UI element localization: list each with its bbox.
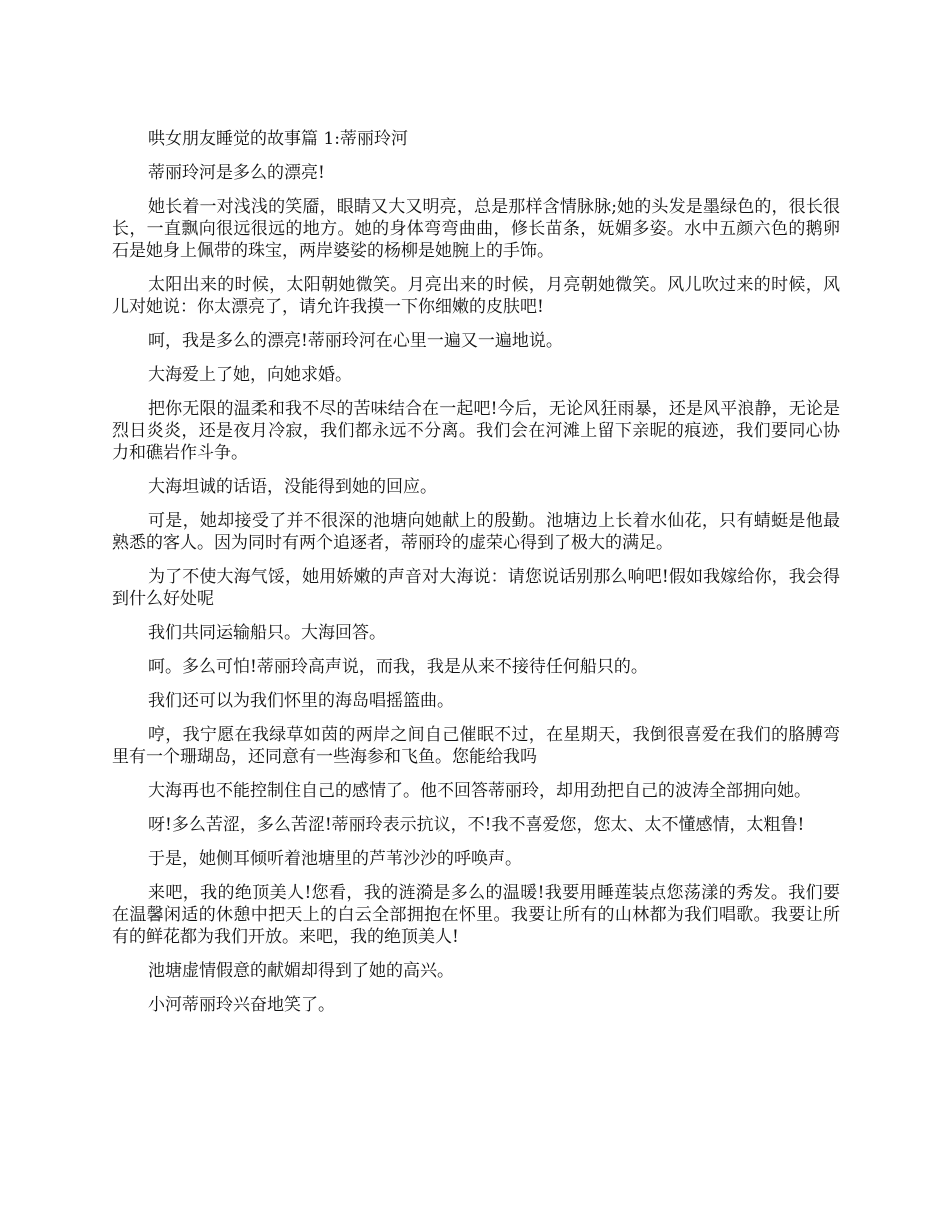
paragraph: 小河蒂丽玲兴奋地笑了。 — [148, 995, 335, 1015]
paragraph: 可是，她却接受了并不很深的池塘向她献上的殷勤。池塘边上长着水仙花，只有蜻蜓是他最熟悉的客人。因为同时有两个追逐者，蒂丽玲的虚荣心得到了极大的满足。 — [112, 511, 840, 553]
document-title: 哄女朋友睡觉的故事篇 1:蒂丽玲河 — [148, 129, 408, 149]
paragraph: 呵。多么可怕!蒂丽玲高声说，而我，我是从来不接待任何船只的。 — [148, 657, 648, 677]
paragraph: 蒂丽玲河是多么的漂亮! — [148, 163, 325, 183]
paragraph: 呵，我是多么的漂亮!蒂丽玲河在心里一遍又一遍地说。 — [148, 331, 563, 351]
document-body — [112, 128, 840, 1028]
paragraph: 于是，她侧耳倾听着池塘里的芦苇沙沙的呼唤声。 — [148, 849, 522, 869]
paragraph: 来吧，我的绝顶美人!您看，我的涟漪是多么的温暖!我要用睡莲装点您荡漾的秀发。我们要在温馨闲适的休憩中把天上的白云全部拥抱在怀里。我要让所有的山林都为我们唱歌。我要让所有的鲜花都为我们开放。来吧，我的绝顶美人! — [112, 883, 840, 947]
paragraph: 我们共同运输船只。大海回答。 — [148, 623, 386, 643]
paragraph: 呀!多么苦涩，多么苦涩!蒂丽玲表示抗议，不!我不喜爱您，您太、太不懂感情，太粗鲁! — [148, 815, 805, 835]
paragraph: 把你无限的温柔和我不尽的苦味结合在一起吧!今后，无论风狂雨暴，还是风平浪静，无论是烈日炎炎，还是夜月冷寂，我们都永远不分离。我们会在河滩上留下亲昵的痕迹，我们要同心协力和礁岩作斗争。 — [112, 399, 840, 463]
paragraph: 大海坦诚的话语，没能得到她的回应。 — [148, 477, 437, 497]
paragraph: 太阳出来的时候，太阳朝她微笑。月亮出来的时候，月亮朝她微笑。风儿吹过来的时候，风儿对她说：你太漂亮了，请允许我摸一下你细嫩的皮肤吧! — [112, 275, 840, 317]
paragraph: 为了不使大海气馁，她用娇嫩的声音对大海说：请您说话别那么响吧!假如我嫁给你，我会得到什么好处呢 — [112, 567, 840, 609]
paragraph: 我们还可以为我们怀里的海岛唱摇篮曲。 — [148, 691, 454, 711]
paragraph: 大海爱上了她，向她求婚。 — [148, 365, 352, 385]
paragraph: 她长着一对浅浅的笑靥，眼睛又大又明亮，总是那样含情脉脉;她的头发是墨绿色的，很长很长，一直飘向很远很远的地方。她的身体弯弯曲曲，修长苗条，妩媚多姿。水中五颜六色的鹅卵石是她身上佩带的珠宝，两岸婆娑的杨柳是她腕上的手饰。 — [112, 197, 840, 261]
paragraph: 池塘虚情假意的献媚却得到了她的高兴。 — [148, 961, 454, 981]
paragraph: 哼，我宁愿在我绿草如茵的两岸之间自己催眠不过，在星期天，我倒很喜爱在我们的胳膊弯里有一个珊瑚岛，还同意有一些海参和飞鱼。您能给我吗 — [112, 725, 840, 767]
paragraph: 大海再也不能控制住自己的感情了。他不回答蒂丽玲，却用劲把自己的波涛全部拥向她。 — [148, 781, 811, 801]
